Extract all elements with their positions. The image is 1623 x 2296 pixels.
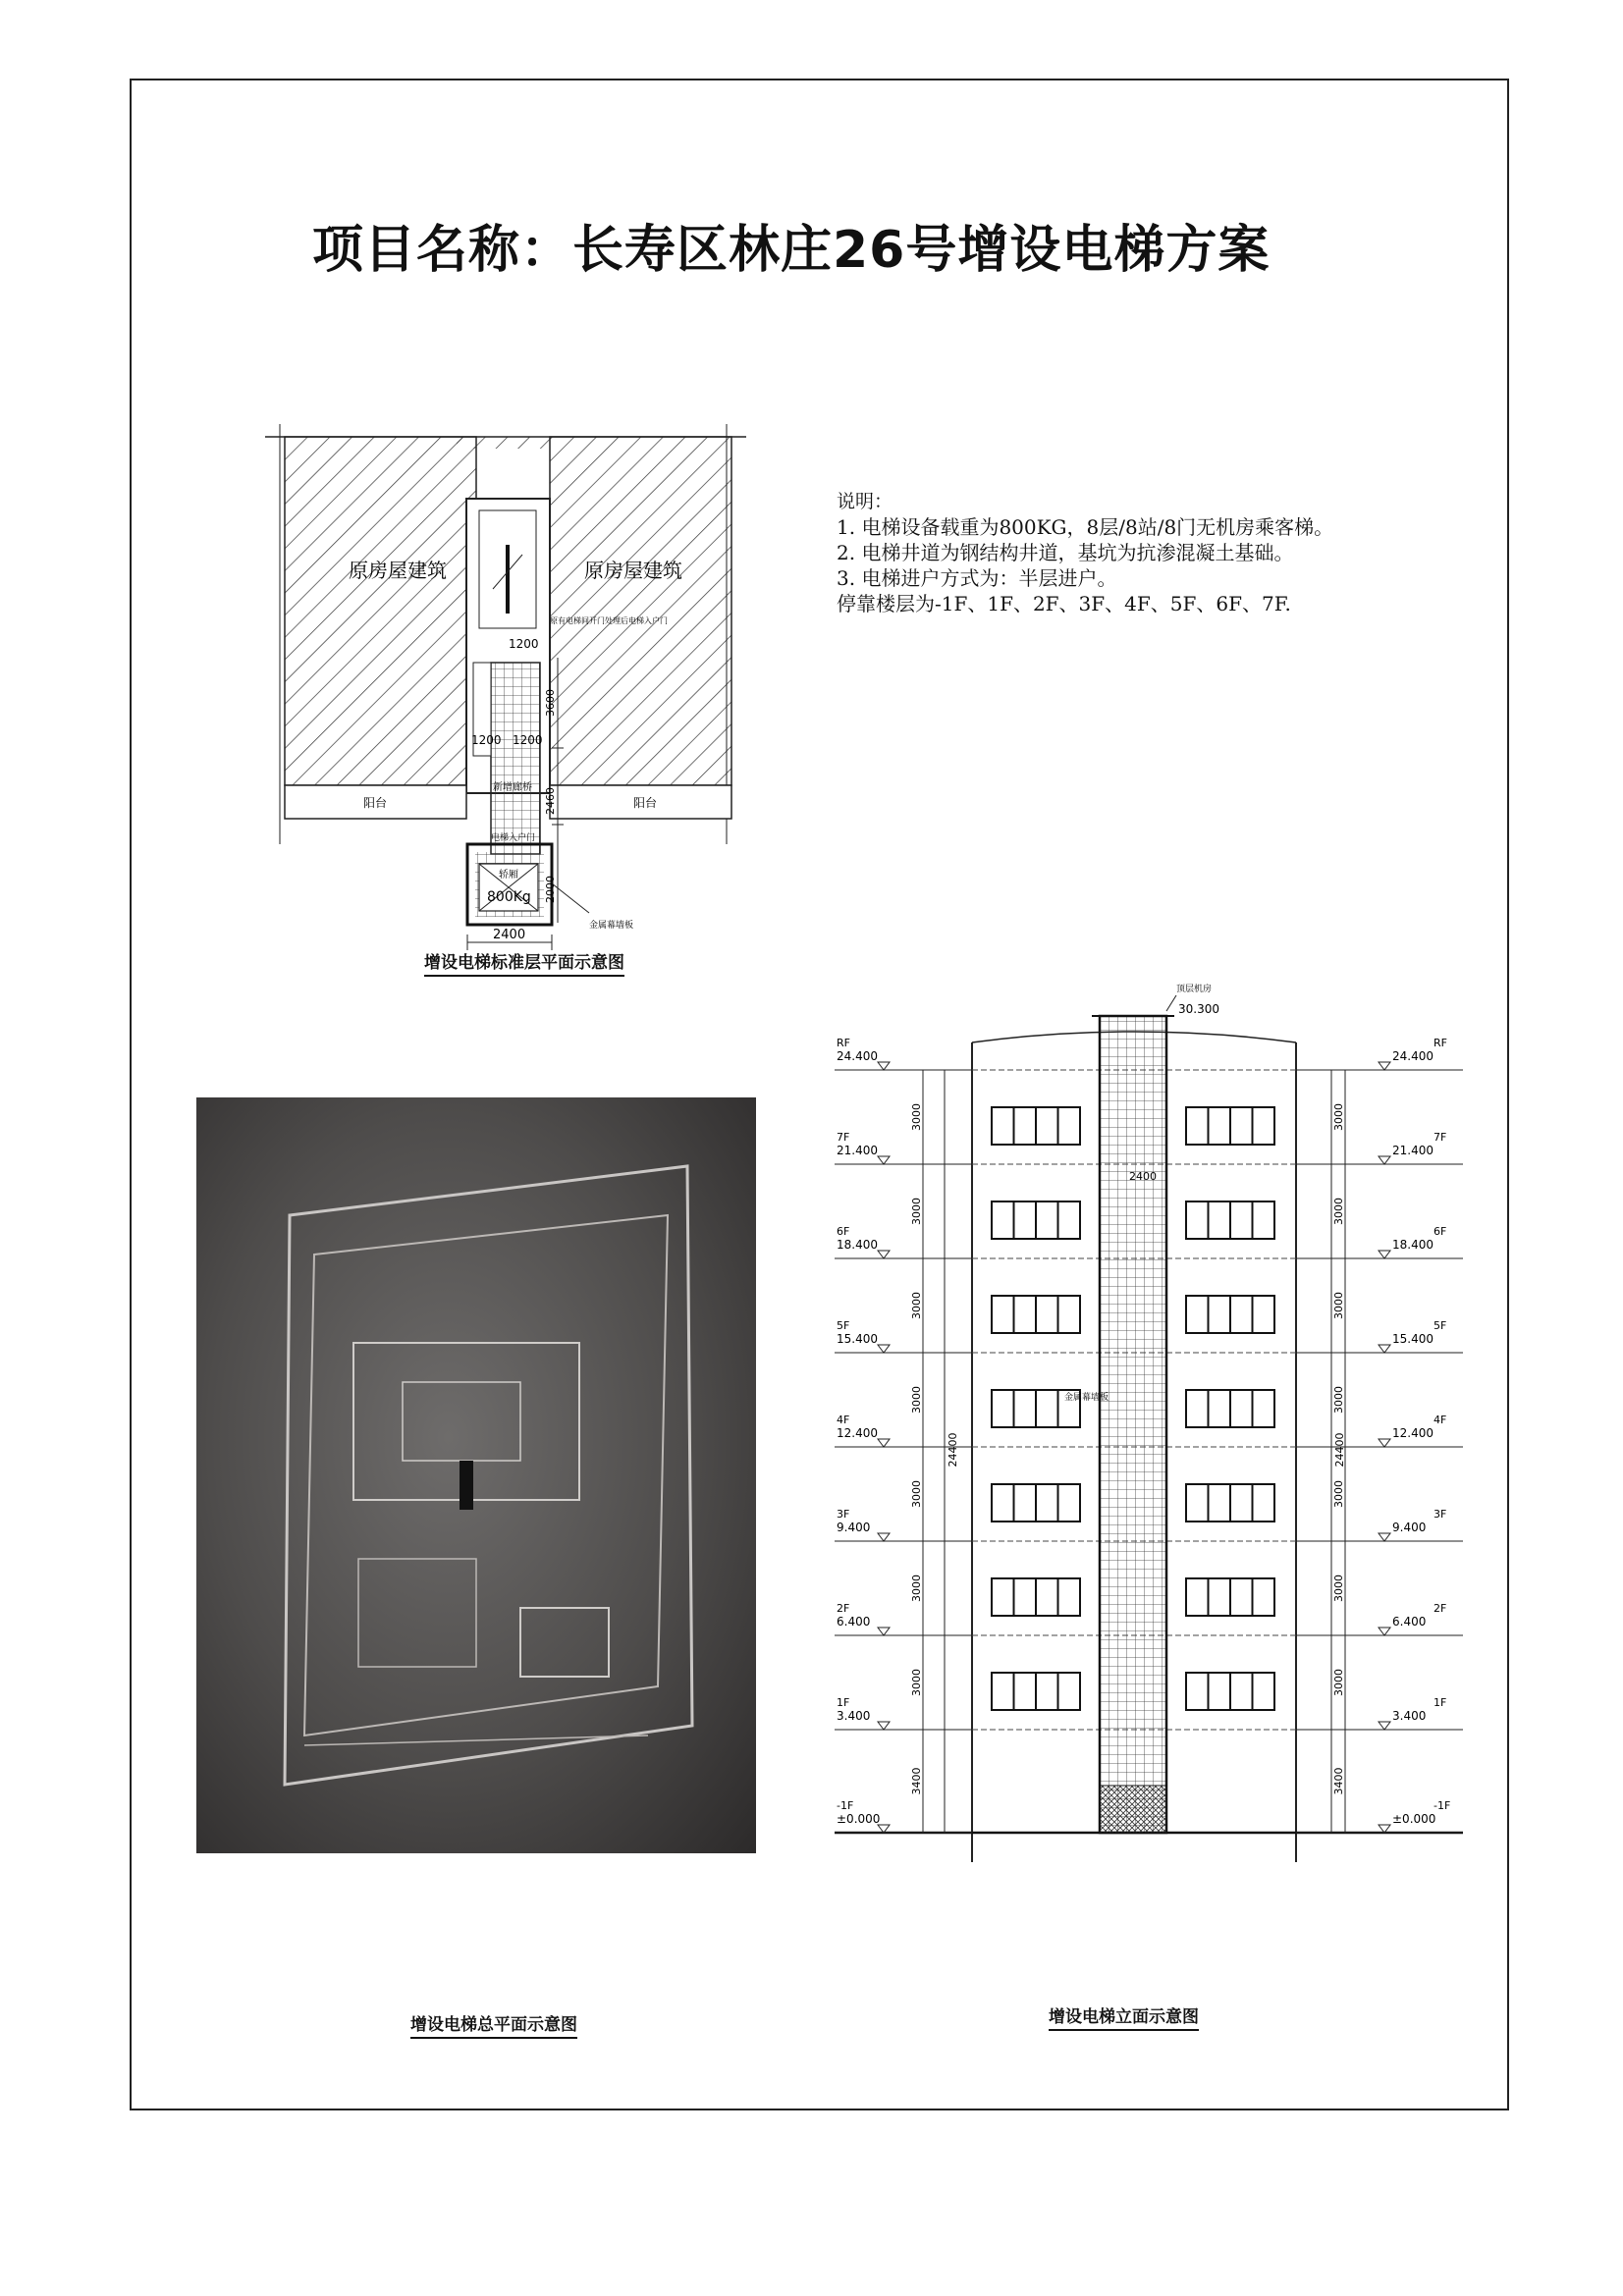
level-mark-right: [1379, 1439, 1390, 1447]
dim-v1: 3600: [544, 689, 557, 717]
note-line-1: 1. 电梯设备载重为800KG，8层/8站/8门无机房乘客梯。: [837, 515, 1334, 539]
level-mark-left: [878, 1345, 890, 1353]
dim-mid: 1200: [513, 733, 543, 747]
dim-v2: 2460: [544, 787, 557, 815]
level-name-right: 3F: [1434, 1508, 1447, 1521]
storey-dim: 3000: [1332, 1480, 1345, 1508]
level-elev-left: 12.400: [837, 1426, 878, 1440]
storey-dim: 3000: [910, 1103, 923, 1131]
right-building-label: 原房屋建筑: [584, 559, 682, 582]
site-caption: 增设电梯总平面示意图: [410, 2010, 577, 2039]
left-balcony-label: 阳台: [363, 796, 388, 810]
shaft-pit: [1100, 1786, 1166, 1833]
level-name-left: 3F: [837, 1508, 850, 1521]
level-mark-left: [878, 1062, 890, 1070]
storey-dim: 3000: [910, 1480, 923, 1508]
level-elev-left: 3.400: [837, 1709, 871, 1723]
left-building-label: 原房屋建筑: [349, 559, 447, 582]
level-mark-right: [1379, 1156, 1390, 1164]
storey-dim: 3000: [910, 1575, 923, 1602]
dim-left: 1200: [471, 733, 502, 747]
storey-dim: 3000: [1332, 1669, 1345, 1696]
notes-heading: 说明：: [837, 491, 893, 512]
note-line-3: 3. 电梯进户方式为：半层进户。: [837, 566, 1117, 590]
note-line-4: 停靠楼层为-1F、1F、2F、3F、4F、5F、6F、7F.: [837, 592, 1291, 615]
storey-dim: 3000: [1332, 1198, 1345, 1225]
level-name-right: 1F: [1434, 1696, 1447, 1709]
shaft-width-dim: 2400: [1129, 1170, 1157, 1183]
shaft-cladding-note: 金属幕墙板: [1064, 1393, 1109, 1403]
level-name-right: 5F: [1434, 1319, 1447, 1332]
level-elev-right: 15.400: [1392, 1332, 1434, 1346]
level-name-left: 2F: [837, 1602, 850, 1615]
car-label: 轿厢: [499, 870, 518, 881]
level-elev-left: 21.400: [837, 1144, 878, 1157]
level-name-left: RF: [837, 1037, 850, 1049]
level-name-right: 2F: [1434, 1602, 1447, 1615]
storey-dim: 3400: [910, 1767, 923, 1795]
door-note: 原有电梯间开门处理后电梯入户门: [550, 616, 668, 625]
level-name-left: 5F: [837, 1319, 850, 1332]
level-name-right: 4F: [1434, 1414, 1447, 1426]
site-plan-sketch: [196, 1097, 756, 1853]
level-mark-right: [1379, 1722, 1390, 1730]
level-name-left: 1F: [837, 1696, 850, 1709]
site-plan-photo: [196, 1097, 756, 1853]
level-elev-left: 18.400: [837, 1238, 878, 1252]
floor-plan-drawing: [265, 412, 756, 962]
total-height-left: 24400: [947, 1432, 959, 1468]
level-mark-right: [1379, 1533, 1390, 1541]
level-elev-left: 6.400: [837, 1615, 871, 1629]
storey-dim: 3000: [910, 1669, 923, 1696]
storey-dim: 3000: [1332, 1575, 1345, 1602]
left-building: [285, 437, 476, 785]
new-corridor: [491, 663, 540, 854]
level-mark-left: [878, 1156, 890, 1164]
level-mark-left: [878, 1628, 890, 1635]
level-name-right: 6F: [1434, 1225, 1447, 1238]
level-elev-right: 18.400: [1392, 1238, 1434, 1252]
level-elev-right: 24.400: [1392, 1049, 1434, 1063]
total-height-right: 24400: [1333, 1432, 1346, 1468]
leader: [1166, 995, 1176, 1011]
corridor-label: 新增廊桥: [493, 782, 532, 793]
level-elev-left: 24.400: [837, 1049, 878, 1063]
level-elev-right: ±0.000: [1392, 1812, 1436, 1826]
car-load-label: 800Kg: [487, 889, 531, 905]
storey-dim: 3000: [1332, 1103, 1345, 1131]
elevation-drawing: [835, 977, 1463, 1880]
dim-top: 1200: [509, 637, 539, 651]
level-mark-right: [1379, 1345, 1390, 1353]
level-name-left: -1F: [837, 1799, 854, 1812]
storey-dim: 3000: [1332, 1386, 1345, 1414]
notes-block: [837, 489, 1333, 616]
level-elev-right: 6.400: [1392, 1615, 1427, 1629]
level-elev-left: 15.400: [837, 1332, 878, 1346]
level-mark-left: [878, 1722, 890, 1730]
dim-width: 2400: [493, 928, 526, 942]
level-elev-right: 9.400: [1392, 1521, 1427, 1534]
shaft-top-level: 30.300: [1178, 1002, 1219, 1016]
level-mark-left: [878, 1251, 890, 1258]
storey-dim: 3400: [1332, 1767, 1345, 1795]
level-name-right: RF: [1434, 1037, 1447, 1049]
storey-dim: 3000: [910, 1386, 923, 1414]
right-building: [550, 437, 731, 785]
project-title: 项目名称：长寿区林庄26号增设电梯方案: [312, 221, 1271, 280]
level-name-left: 6F: [837, 1225, 850, 1238]
level-elev-left: 9.400: [837, 1521, 871, 1534]
level-name-left: 4F: [837, 1414, 850, 1426]
level-name-left: 7F: [837, 1131, 850, 1144]
storey-dim: 3000: [910, 1198, 923, 1225]
level-name-right: 7F: [1434, 1131, 1447, 1144]
right-balcony-label: 阳台: [633, 796, 658, 810]
entry-label: 电梯入户门: [491, 833, 536, 843]
level-mark-right: [1379, 1251, 1390, 1258]
storey-dim: 3000: [910, 1292, 923, 1319]
dim-v3: 2000: [544, 876, 557, 903]
level-mark-right: [1379, 1628, 1390, 1635]
storey-dim: 3000: [1332, 1292, 1345, 1319]
level-elev-right: 3.400: [1392, 1709, 1427, 1723]
level-elev-right: 12.400: [1392, 1426, 1434, 1440]
level-mark-right: [1379, 1062, 1390, 1070]
level-name-right: -1F: [1434, 1799, 1451, 1812]
level-mark-left: [878, 1533, 890, 1541]
shaft-note: 金属幕墙板: [589, 921, 634, 931]
level-elev-left: ±0.000: [837, 1812, 881, 1826]
shaft-top-note: 顶层机房: [1176, 985, 1213, 994]
note-line-2: 2. 电梯井道为钢结构井道，基坑为抗渗混凝土基础。: [837, 541, 1294, 564]
elevation-caption: 增设电梯立面示意图: [1049, 2002, 1199, 2031]
level-elev-right: 21.400: [1392, 1144, 1434, 1157]
plan-caption: 增设电梯标准层平面示意图: [424, 948, 624, 977]
level-mark-left: [878, 1439, 890, 1447]
elevator-shaft: [1100, 1016, 1166, 1833]
